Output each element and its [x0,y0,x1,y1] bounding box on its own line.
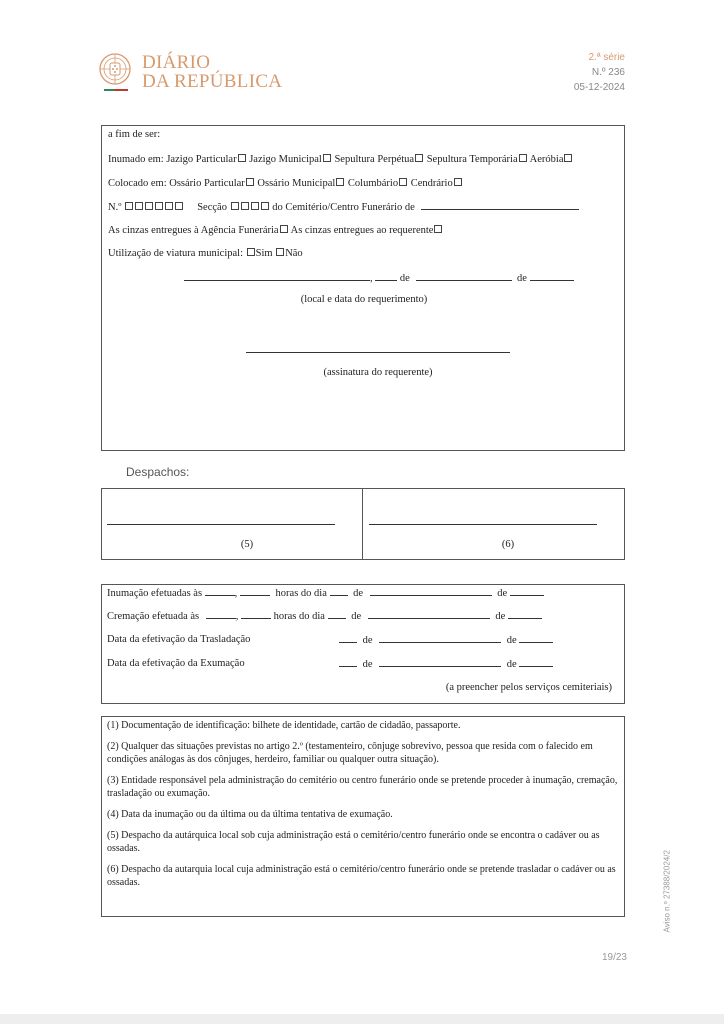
sim-label: Sim [255,248,273,259]
publication-logo [98,50,288,95]
inumado-label: Inumado em: [108,154,164,165]
comma: , [234,588,238,599]
notes-box [101,716,625,917]
checkbox[interactable] [246,178,254,186]
servicos-footer: (a preencher pelos serviços cemiteriais) [445,682,612,693]
cemiterio-label: do Cemitério/Centro Funerário de [272,202,415,213]
option-label: Ossário Particular [169,178,245,189]
note-item: (1) Documentação de identificação: bilhete de identidade, cartão de cidadão, passaporte. [107,720,461,731]
day-field[interactable] [328,609,346,619]
de-label: de [399,273,410,284]
servicos-box [101,584,625,704]
checkbox[interactable] [399,178,407,186]
option-label: Jazigo Municipal [249,154,322,165]
local-field[interactable] [184,271,370,281]
logo-title-line1: DIÁRIO [142,52,211,73]
horas-label: horas do dia [275,588,327,599]
checkbox[interactable] [276,248,284,256]
minute-field[interactable] [241,609,271,619]
issue-date: 05-12-2024 [573,82,625,93]
comma: , [235,611,239,622]
month-field[interactable] [379,633,501,643]
month-field[interactable] [416,271,512,281]
despacho-right-caption: (6) [501,539,515,550]
checkbox[interactable] [280,225,288,233]
checkbox[interactable] [323,154,331,162]
note-item: (5) Despacho da autárquica local sob cuja administração está o cemitério/centro funerário onde se encontra o cadáver ou as ossadas. [107,830,600,854]
despachos-box [101,488,625,560]
trasladacao-label: Data da efetivação da Trasladação [107,634,251,645]
numero-label: N.º [108,202,122,213]
note-item: (2) Qualquer das situações previstas no artigo 2.º (testamenteiro, cônjuge sobrevivo, pessoa que resida com o falecido em condições análogas às dos cônjuges, herdeiro, familiar ou qualquer outra situação). [107,741,593,765]
form-intro: a fim de ser: [108,129,161,140]
de-label: de [351,611,362,622]
checkbox[interactable] [564,154,572,162]
cemiterio-field[interactable] [421,200,579,210]
issue-number: N.º 236 [591,67,625,78]
coat-of-arms-icon [98,52,132,86]
year-field[interactable] [530,271,574,281]
colocado-row [108,177,463,190]
page-number: 19/23 [601,952,627,963]
inumacao-row [107,586,544,600]
day-field[interactable] [330,586,348,596]
de-label: de [362,659,373,670]
month-field[interactable] [368,609,490,619]
numero-row [108,200,579,214]
checkbox[interactable] [238,154,246,162]
inumacao-label: Inumação efetuadas às [107,588,203,599]
de-label: de [353,588,364,599]
note-item: (4) Data da inumação ou da última ou da última tentativa de exumação. [107,809,393,820]
year-field[interactable] [519,657,553,667]
viatura-row [108,247,303,260]
option-label: Cendrário [410,178,453,189]
de-label: de [495,611,506,622]
flag-stripe [104,89,128,91]
option-label: Aeróbia [529,154,564,165]
despacho-left-caption: (5) [240,539,254,550]
series-label: 2.ª série [588,52,625,63]
cinzas-row [108,224,443,237]
year-field[interactable] [508,609,542,619]
inumado-row [108,153,573,166]
cinzas-requerente-label: As cinzas entregues ao requerente [290,225,434,236]
issue-info [505,50,625,95]
cinzas-agencia-label: As cinzas entregues à Agência Funerária [108,225,279,236]
seccao-boxes[interactable] [230,202,270,213]
local-data-caption: (local e data do requerimento) [300,294,428,305]
month-field[interactable] [379,657,501,667]
de-label: de [517,273,527,284]
de-label: de [506,635,517,646]
signature-line[interactable] [246,352,510,353]
checkbox[interactable] [415,154,423,162]
despacho-left-line[interactable] [107,524,335,525]
de-label: de [362,635,373,646]
request-form [101,125,625,451]
cremacao-row [107,609,542,623]
hour-field[interactable] [206,609,236,619]
month-field[interactable] [370,586,492,596]
checkbox[interactable] [519,154,527,162]
numero-boxes[interactable] [124,202,184,213]
exumacao-label: Data da efetivação da Exumação [107,658,245,669]
year-field[interactable] [510,586,544,596]
year-field[interactable] [519,633,553,643]
option-label: Columbário [347,178,399,189]
checkbox[interactable] [434,225,442,233]
hour-field[interactable] [205,586,235,596]
checkbox[interactable] [454,178,462,186]
note-item: (3) Entidade responsável pela administração do cemitério ou centro funerário onde se pretende proceder à inumação, cremação, trasladação ou exumação. [107,775,618,799]
seccao-label: Secção [197,202,227,213]
viatura-label: Utilização de viatura municipal: [108,248,243,259]
local-data-row [184,271,574,285]
minute-field[interactable] [240,586,270,596]
page-bottom-edge [0,1014,724,1024]
trasladacao-row [107,633,250,646]
despacho-right-line[interactable] [369,524,597,525]
logo-title-line2: DA REPÚBLICA [142,71,283,92]
comma: , [370,273,373,284]
nao-label: Não [285,248,303,259]
day-field[interactable] [339,657,357,667]
exumacao-date [339,657,553,671]
trasladacao-date [339,633,553,647]
option-label: Jazigo Particular [166,154,237,165]
option-label: Sepultura Perpétua [334,154,415,165]
checkbox[interactable] [336,178,344,186]
de-label: de [497,588,508,599]
day-field[interactable] [375,271,397,281]
signature-caption: (assinatura do requerente) [323,367,433,378]
cremacao-label: Cremação efetuada às [107,611,200,622]
exumacao-row [107,657,245,670]
horas-label: horas do dia [273,611,325,622]
despachos-title: Despachos: [126,465,190,479]
note-item: (6) Despacho da autarquia local cuja administração está o cemitério/centro funerário onde se pretende trasladar o cadáver ou as ossadas. [107,864,616,888]
checkbox[interactable] [247,248,255,256]
day-field[interactable] [339,633,357,643]
de-label: de [506,659,517,670]
option-label: Sepultura Temporária [426,154,518,165]
side-note: Aviso n.º 27388/2024/2 [662,850,672,933]
option-label: Ossário Municipal [257,178,336,189]
colocado-label: Colocado em: [108,178,167,189]
